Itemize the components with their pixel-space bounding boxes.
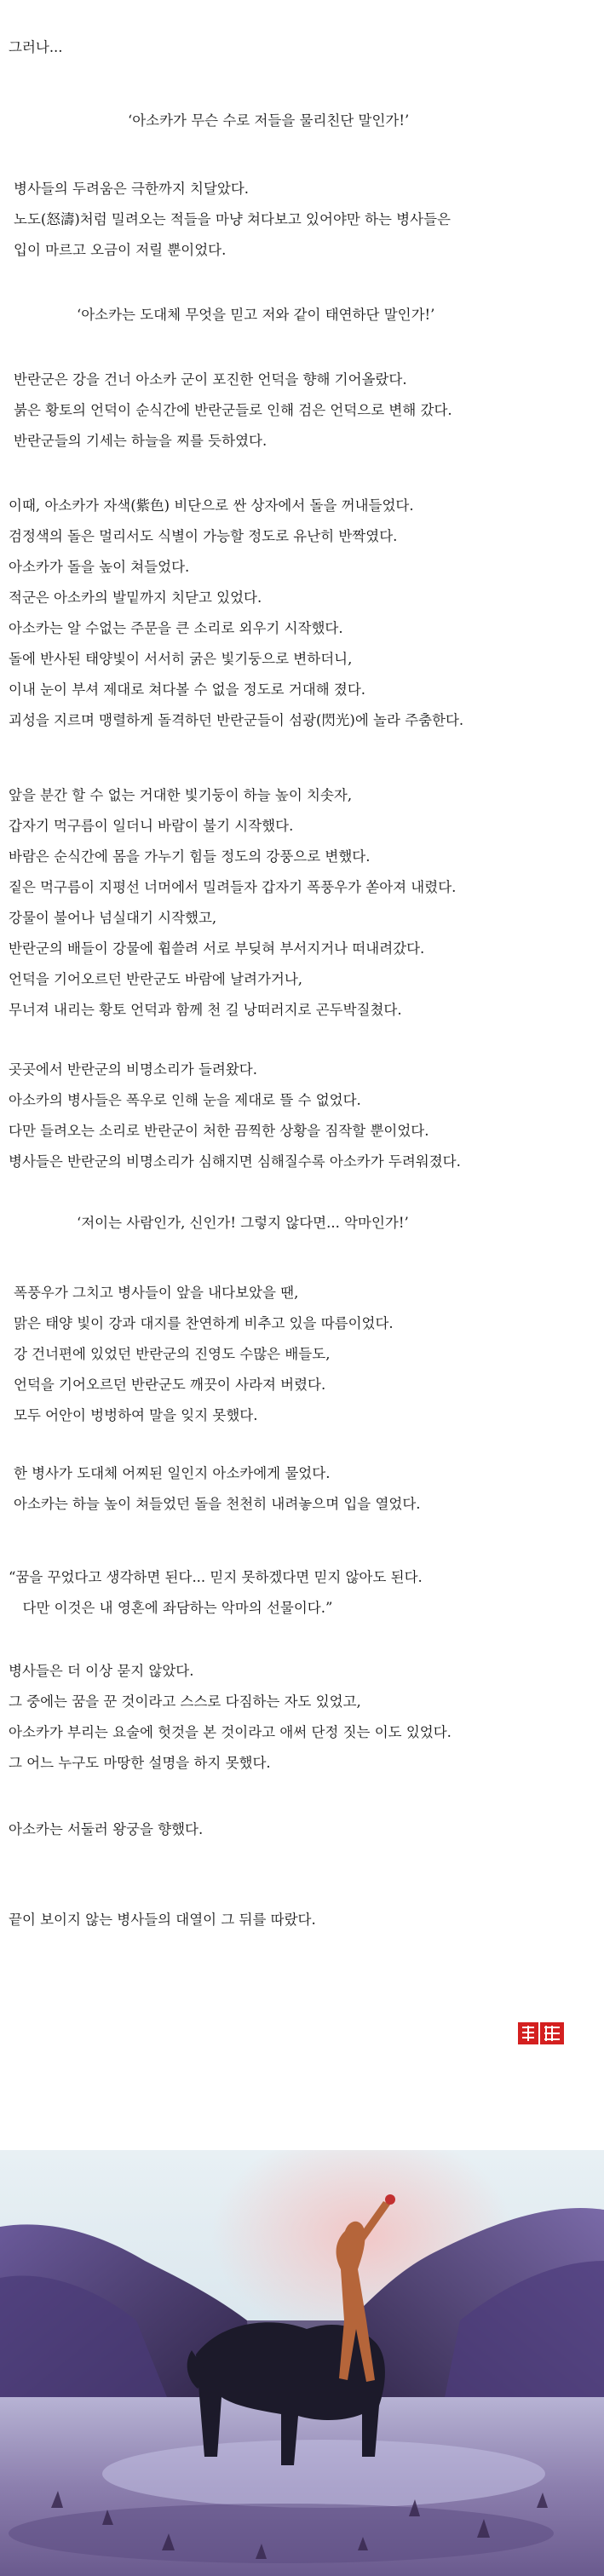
text-line: 반란군들의 기세는 하늘을 찌를 듯하였다. [14,433,267,449]
text-line: 갑자기 먹구름이 일더니 바람이 불기 시작했다. [9,818,294,834]
text-line: 앞을 분간 할 수 없는 거대한 빛기둥이 하늘 높이 치솟자, [9,787,353,803]
paragraph [9,1458,604,1520]
text-line: 이때, 아소카가 자색(紫色) 비단으로 싼 상자에서 돌을 꺼내들었다. [9,497,414,514]
paragraph [9,1814,601,1845]
text-line: 병사들은 더 이상 묻지 않았다. [9,1663,194,1679]
paragraph [9,1656,601,1779]
text-line: ‘저이는 사람인가, 신인가! 그렇지 않다면... 악마인가!’ [77,1215,409,1231]
text-line: 곳곳에서 반란군의 비명소리가 들려왔다. [9,1061,257,1078]
text-line: 아소카가 부리는 요술에 헛것을 본 것이라고 애써 단정 짓는 이도 있었다. [9,1724,452,1740]
text-line: 강 건너편에 있었던 반란군의 진영도 수많은 배들도, [14,1346,331,1362]
text-line: 다만 이것은 내 영혼에 좌담하는 악마의 선물이다.” [9,1600,333,1616]
paragraph [9,32,601,63]
text-line: ‘아소카는 도대체 무엇을 믿고 저와 같이 태연하단 말인가!’ [77,307,435,323]
text-line: 짙은 먹구름이 지평선 너머에서 밀려들자 갑자기 폭풍우가 쏟아져 내렸다. [9,879,457,895]
text-line: 강물이 불어나 넘실대기 시작했고, [9,910,217,926]
text-line: 아소카는 하늘 높이 쳐들었던 돌을 천천히 내려놓으며 입을 열었다. [14,1496,421,1512]
paragraph [9,780,601,1026]
text-line: 다만 들려오는 소리로 반란군이 처한 끔찍한 상황을 짐작할 뿐이었다. [9,1123,429,1139]
text-line: 병사들의 두려움은 극한까지 치달았다. [14,181,250,197]
text-line: 노도(怒濤)처럼 밀려오는 적들을 마냥 쳐다보고 있어야만 하는 병사들은 [14,211,451,227]
artist-seal [518,2021,566,2046]
text-line: 입이 마르고 오금이 저릴 뿐이었다. [14,242,227,258]
text-line: 검정색의 돌은 멀리서도 식별이 가능할 정도로 유난히 반짝였다. [9,528,398,544]
text-line: 끝이 보이지 않는 병사들의 대열이 그 뒤를 따랐다. [9,1912,316,1928]
text-line: 반란군은 강을 건너 아소카 군이 포진한 언덕을 향해 기어올랐다. [14,371,407,388]
text-line: “꿈을 꾸었다고 생각하면 된다... 믿지 못하겠다면 믿지 않아도 된다. [9,1569,423,1585]
paragraph [9,300,604,331]
text-line: 아소카는 알 수없는 주문을 큰 소리로 외우기 시작했다. [9,620,343,636]
text-line: 언덕을 기어오르던 반란군도 바람에 날려가거나, [9,971,303,987]
paragraph [9,174,604,266]
text-line: ‘아소카가 무슨 수로 저들을 물리친단 말인가!’ [128,112,410,129]
text-line: 이내 눈이 부셔 제대로 쳐다볼 수 없을 정도로 거대해 졌다. [9,681,366,698]
paragraph [9,1278,604,1431]
text-line: 병사들은 반란군의 비명소리가 심해지면 심해질수록 아소카가 두려워졌다. [9,1153,461,1170]
text-line: 아소카는 서둘러 왕궁을 향했다. [9,1821,204,1837]
text-line: 한 병사가 도대체 어찌된 일인지 아소카에게 물었다. [14,1465,331,1481]
text-line: 반란군의 배들이 강물에 휩쓸려 서로 부딪혀 부서지거나 떠내려갔다. [9,940,425,957]
paragraph [9,365,604,457]
text-line: 폭풍우가 그치고 병사들이 앞을 내다보았을 땐, [14,1285,299,1301]
text-line: 그 어느 누구도 마땅한 설명을 하지 못했다. [9,1755,271,1771]
watercolor-illustration [0,2150,604,2576]
text-line: 모두 어안이 벙벙하여 말을 잊지 못했다. [14,1407,258,1423]
text-line: 돌에 반사된 태양빛이 서서히 굵은 빛기둥으로 변하더니, [9,651,353,667]
text-line: 그 중에는 꿈을 꾼 것이라고 스스로 다짐하는 자도 있었고, [9,1693,361,1710]
text-line: 언덕을 기어오르던 반란군도 깨끗이 사라져 버렸다. [14,1377,326,1393]
text-line: 괴성을 지르며 맹렬하게 돌격하던 반란군들이 섬광(閃光)에 놀라 주춤한다. [9,712,464,728]
text-line: 적군은 아소카의 발밑까지 치닫고 있었다. [9,589,262,606]
text-line: 바람은 순식간에 몸을 가누기 힘들 정도의 강풍으로 변했다. [9,848,371,865]
text-line: 맑은 태양 빛이 강과 대지를 찬연하게 비추고 있을 따름이었다. [14,1315,394,1331]
text-line: 무너져 내리는 황토 언덕과 함께 천 길 낭떠러지로 곤두박질쳤다. [9,1002,402,1018]
paragraph [9,1562,601,1624]
paragraph [9,491,601,736]
text-line: 아소카의 병사들은 폭우로 인해 눈을 제대로 뜰 수 없었다. [9,1092,361,1108]
paragraph [9,106,604,136]
text-line: 아소카가 돌을 높이 쳐들었다. [9,559,190,575]
paragraph [9,1208,604,1239]
text-line: 그러나... [9,39,63,55]
paragraph [9,1055,601,1177]
text-line: 붉은 황토의 언덕이 순식간에 반란군들로 인해 검은 언덕으로 변해 갔다. [14,402,452,418]
paragraph [9,1905,601,1935]
